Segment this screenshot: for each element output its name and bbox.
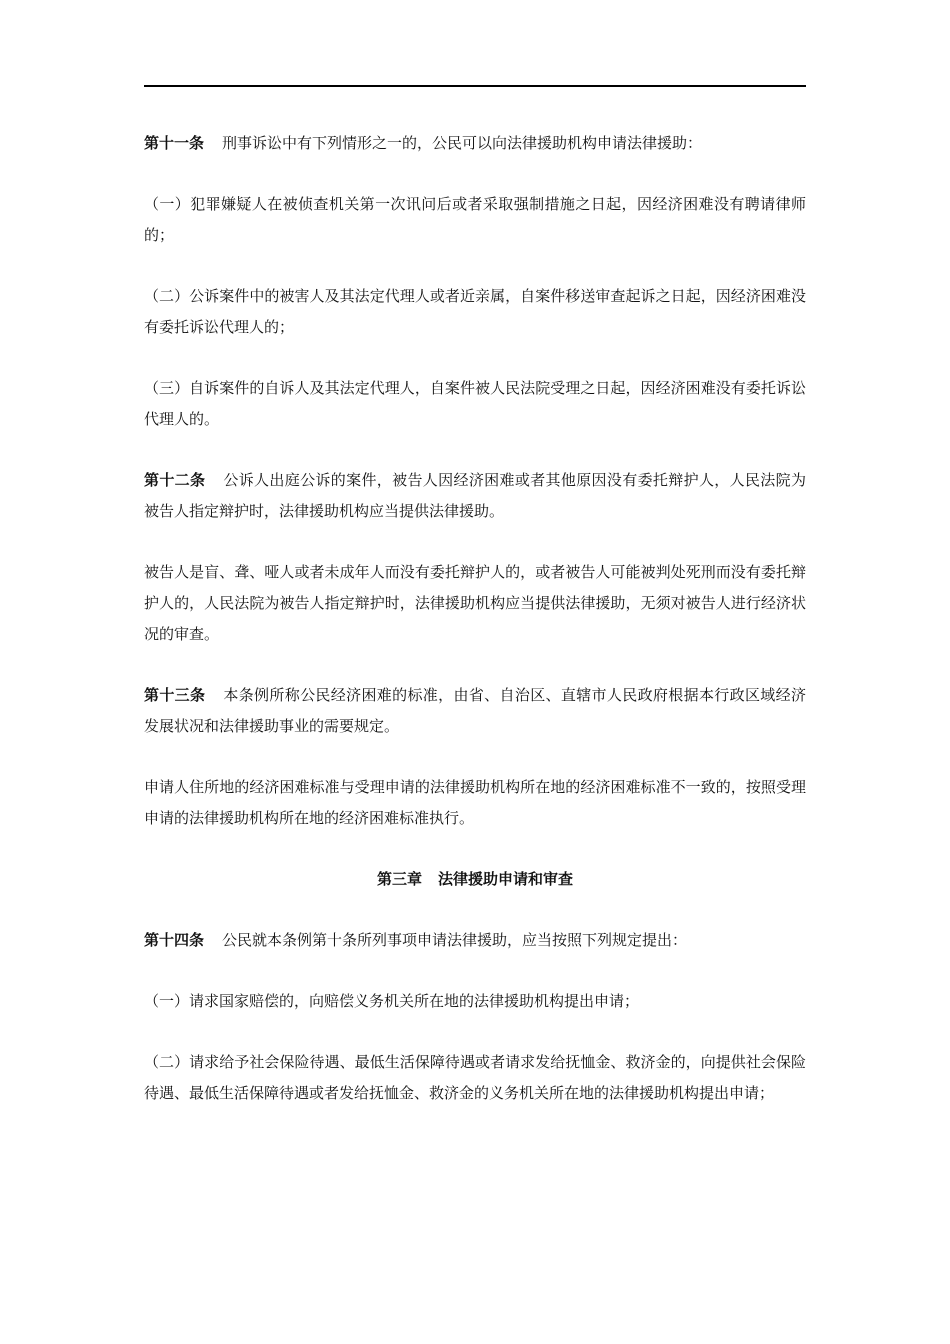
chapter-number: 第三章: [376, 870, 422, 888]
article-11-item-1: （一）犯罪嫌疑人在被侦查机关第一次讯问后或者采取强制措施之日起，因经济困难没有聘请律师的；: [144, 195, 806, 244]
article-13: [144, 680, 806, 742]
article-13-paragraph-2: 申请人住所地的经济困难标准与受理申请的法律援助机构所在地的经济困难标准不一致的，按照受理申请的法律援助机构所在地的经济困难标准执行。: [144, 778, 806, 827]
article-11: [144, 128, 806, 159]
article-11-number: 第十一条: [144, 134, 205, 152]
chapter-title: 法律援助申请和审查: [438, 870, 574, 888]
article-12-number: 第十二条: [144, 471, 206, 489]
document-body: [144, 128, 806, 1139]
article-14-item-2: （二）请求给予社会保险待遇、最低生活保障待遇或者请求发给抚恤金、救济金的，向提供社会保险待遇、最低生活保障待遇或者发给抚恤金、救济金的义务机关所在地的法律援助机构提出申请；: [144, 1053, 806, 1102]
article-12-text: 公诉人出庭公诉的案件，被告人因经济困难或者其他原因没有委托辩护人，人民法院为被告人指定辩护时，法律援助机构应当提供法律援助。: [144, 471, 806, 520]
article-14-item-1: （一）请求国家赔偿的，向赔偿义务机关所在地的法律援助机构提出申请；: [144, 992, 640, 1010]
article-12-paragraph-2: 被告人是盲、聋、哑人或者未成年人而没有委托辩护人的，或者被告人可能被判处死刑而没有委托辩护人的，人民法院为被告人指定辩护时，法律援助机构应当提供法律援助，无须对被告人进行经济状况的审查。: [144, 563, 806, 643]
header-rule: [144, 85, 806, 87]
article-13-number: 第十三条: [144, 686, 206, 704]
article-11-text: 刑事诉讼中有下列情形之一的，公民可以向法律援助机构申请法律援助：: [222, 134, 703, 152]
article-14: [144, 925, 806, 956]
article-14-number: 第十四条: [144, 931, 205, 949]
article-11-item-2: （二）公诉案件中的被害人及其法定代理人或者近亲属，自案件移送审查起诉之日起，因经济困难没有委托诉讼代理人的；: [144, 287, 806, 336]
article-13-text: 本条例所称公民经济困难的标准，由省、自治区、直辖市人民政府根据本行政区域经济发展状况和法律援助事业的需要规定。: [144, 686, 806, 735]
chapter-heading: [144, 864, 806, 895]
article-11-item-3: （三）自诉案件的自诉人及其法定代理人，自案件被人民法院受理之日起，因经济困难没有委托诉讼代理人的。: [144, 379, 806, 428]
article-14-text: 公民就本条例第十条所列事项申请法律援助，应当按照下列规定提出：: [222, 931, 688, 949]
article-12: [144, 465, 806, 527]
